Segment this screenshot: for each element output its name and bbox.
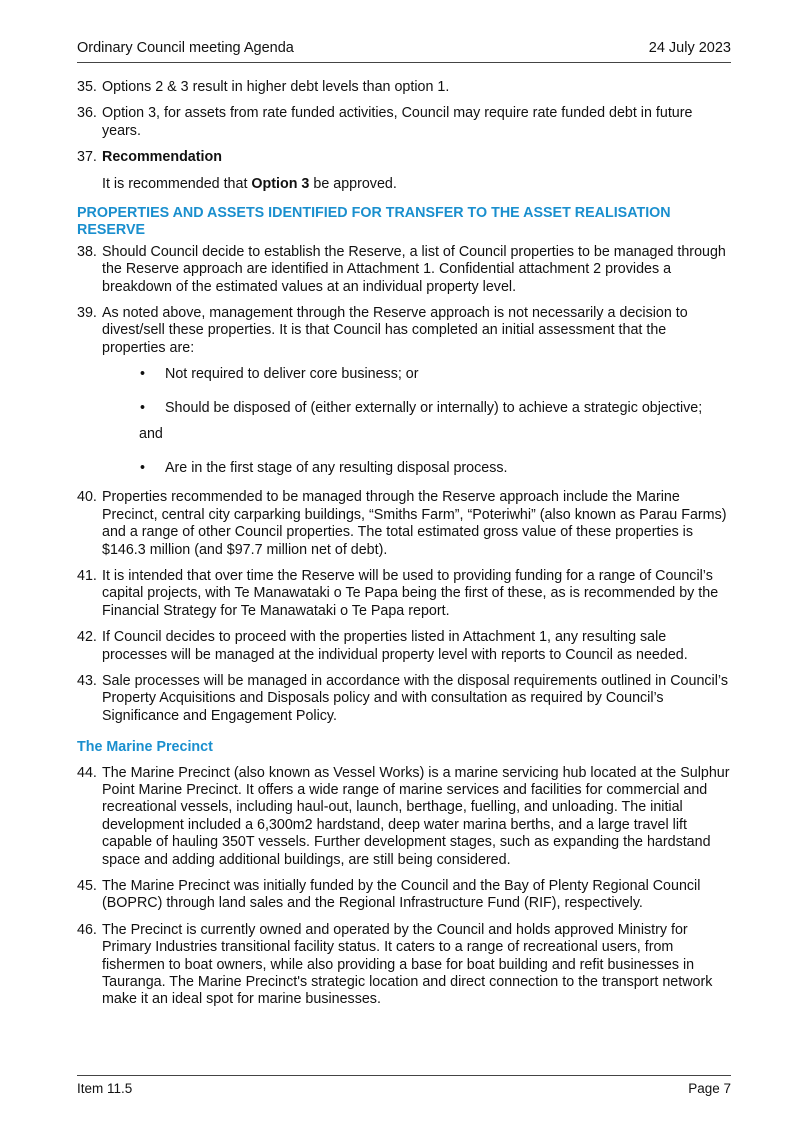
bullet-text: Not required to deliver core business; or [165,366,419,383]
recommendation-option: Option 3 [251,175,310,192]
paragraph-36 [77,105,731,140]
paragraph-number: 45. [77,878,97,894]
paragraph-number: 37. [77,149,97,166]
paragraph-number: 39. [77,305,97,322]
paragraph-text: Properties recommended to be managed through the Reserve approach include the Marine Precinct, central city carparking buildings, “Smiths Farm”, “Poteriwhi” (also known as Parau Farms) and a range of other Council properties. The total estimated gross value of these properties is $146.3 million (and $97.7 million net of debt). [102,489,727,558]
list-item [140,455,731,481]
paragraph-37 [77,149,731,166]
paragraph-38 [77,244,731,296]
bullet-list [77,361,731,481]
paragraph-text: The Marine Precinct was initially funded by the Council and the Bay of Plenty Regional Council (BOPRC) through land sales and the Regional Infrastructure Fund (RIF), respectively. [102,878,701,912]
paragraph-number: 35. [77,79,97,95]
header-date: 24 July 2023 [648,40,731,56]
bullet-icon: • [140,366,146,383]
paragraph-42 [77,629,731,664]
recommendation-text-after: be approved. [309,175,397,192]
list-item [140,395,731,421]
recommendation-text-before: It is recommended that [102,175,252,192]
bullet-text: Are in the first stage of any resulting disposal process. [165,460,508,477]
paragraph-text: As noted above, management through the Reserve approach is not necessarily a decision to divest/sell these properties. It is that Council has completed an initial assessment that the properties are: [102,305,688,356]
paragraph-number: 36. [77,105,97,122]
paragraph-number: 40. [77,489,97,506]
paragraph-text: The Marine Precinct (also known as Vessel Works) is a marine servicing hub located at the Sulphur Point Marine Precinct. It offers a wide range of marine services and facilities for commercial and recreational vessels, including haul-out, launch, berthage, fuelling, and unloading. The initial development included a 6,300m2 hardstand, deep water marina berths, and a large travel lift capable of hauling 350T vessels. Further development stages, such as expanding the hardstand space and adding additional buildings, are still being considered. [102,764,730,868]
paragraph-text: Sale processes will be managed in accordance with the disposal requirements outlined in Council’s Property Acquisitions and Disposals policy and with consultation as required by Council’s Significance and Engagement Policy. [102,672,728,724]
paragraph-45 [77,878,731,913]
paragraph-number: 43. [77,672,97,689]
paragraph-44 [77,765,731,869]
footer-item: Item 11.5 [77,1081,133,1096]
page-header [77,40,731,63]
header-title: Ordinary Council meeting Agenda [77,40,294,56]
paragraph-number: 44. [77,764,97,781]
paragraph-text: Option 3, for assets from rate funded activities, Council may require rate funded debt in future years. [102,105,693,139]
paragraph-text: It is intended that over time the Reserve will be used to providing funding for a range of Council’s capital projects, with Te Manawataki o Te Papa being the first of these, as is recommended by the Financial Strategy for Te Manawataki o Te Papa report. [102,567,719,619]
paragraph-46 [77,922,731,1009]
page-footer [77,1075,731,1103]
bullet-icon: • [140,400,146,417]
paragraph-text: Should Council decide to establish the Reserve, a list of Council properties to be managed through the Reserve approach are identified in Attachment 1. Confidential attachment 2 provides a breakdown of the estimated values at an individual property level. [102,243,726,295]
paragraph-41 [77,568,731,620]
paragraph-35 [77,79,731,96]
paragraph-number: 42. [77,629,97,646]
paragraph-43 [77,673,731,725]
footer-page-number: Page 7 [688,1081,731,1096]
bullet-text: and [139,426,163,443]
recommendation-text [77,176,731,193]
list-item [140,361,731,387]
section-heading-marine-precinct: The Marine Precinct [77,739,213,756]
document-body [77,79,731,1018]
paragraph-text: The Precinct is currently owned and operated by the Council and holds approved Ministry for Primary Industries transitional facility status. It caters to a range of recreational users, from fishermen to boat owners, while also providing a base for boat building and refit businesses in Tauranga. The Marine Precinct's strategic location and direct connection to the transport network make it an ideal spot for marine businesses. [102,921,713,1008]
section-heading-properties: PROPERTIES AND ASSETS IDENTIFIED FOR TRANSFER TO THE ASSET REALISATION RESERVE [77,205,671,239]
bullet-icon: • [140,460,146,477]
paragraph-number: 38. [77,243,97,260]
paragraph-text: If Council decides to proceed with the properties listed in Attachment 1, any resulting sale processes will be managed at the individual property level with reports to Council as needed. [102,629,688,663]
paragraph-text: Options 2 & 3 result in higher debt levels than option 1. [102,79,450,95]
recommendation-title: Recommendation [102,149,222,166]
list-item-continuation [139,421,731,447]
paragraph-40 [77,489,731,559]
paragraph-number: 46. [77,921,97,938]
paragraph-39 [77,305,731,357]
bullet-text: Should be disposed of (either externally or internally) to achieve a strategic objective; [165,400,703,417]
paragraph-number: 41. [77,567,97,584]
